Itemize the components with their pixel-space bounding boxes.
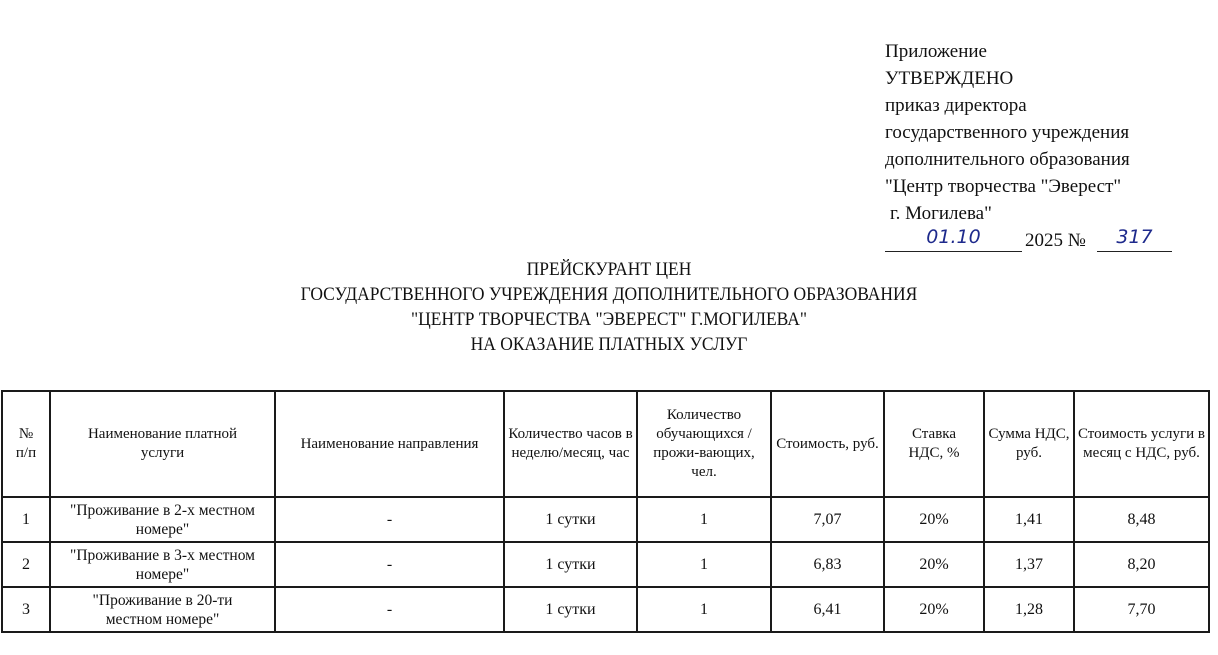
handwritten-date: 01.10 <box>885 227 1022 252</box>
cell-cost-with-vat: 8,20 <box>1074 542 1209 587</box>
order-year-label: 2025 № <box>1025 230 1086 251</box>
header-vat-rate: Ставка НДС, % <box>884 391 984 497</box>
approval-line-city: г. Могилева" <box>890 203 992 224</box>
cell-vat-amount: 1,28 <box>984 587 1074 632</box>
title-line-4: НА ОКАЗАНИЕ ПЛАТНЫХ УСЛУГ <box>470 334 748 355</box>
cell-direction: - <box>275 542 504 587</box>
header-hours: Количество часов в неделю/месяц, час <box>504 391 637 497</box>
approval-line-approved: УТВЕРЖДЕНО <box>885 68 1014 89</box>
table-row <box>2 587 1209 632</box>
cell-number: 3 <box>2 587 50 632</box>
document-title <box>49 257 1170 357</box>
cell-vat-amount: 1,41 <box>984 497 1074 542</box>
cell-number: 2 <box>2 542 50 587</box>
title-line-1: ПРЕЙСКУРАНТ ЦЕН <box>526 259 692 280</box>
approval-line-appendix: Приложение <box>885 41 987 62</box>
approval-line-order: приказ директора <box>885 95 1027 116</box>
cell-cost: 7,07 <box>771 497 884 542</box>
cell-hours: 1 сутки <box>504 542 637 587</box>
header-vat-amount: Сумма НДС, руб. <box>984 391 1074 497</box>
approval-line-institution: государственного учреждения <box>885 122 1130 143</box>
cell-participants: 1 <box>637 497 771 542</box>
cell-cost-with-vat: 8,48 <box>1074 497 1209 542</box>
table-row <box>2 542 1209 587</box>
cell-hours: 1 сутки <box>504 497 637 542</box>
cell-hours: 1 сутки <box>504 587 637 632</box>
header-cost: Стоимость, руб. <box>771 391 884 497</box>
header-direction-name: Наименование направления <box>275 391 504 497</box>
approval-block <box>885 38 1153 254</box>
cell-vat-rate: 20% <box>884 542 984 587</box>
price-list-table <box>1 390 1210 633</box>
cell-direction: - <box>275 587 504 632</box>
header-number: № п/п <box>2 391 50 497</box>
approval-line-center-name: "Центр творчества "Эверест" <box>885 176 1122 197</box>
table-row <box>2 497 1209 542</box>
title-line-3: "ЦЕНТР ТВОРЧЕСТВА "ЭВЕРЕСТ" Г.МОГИЛЕВА" <box>411 309 807 330</box>
cell-participants: 1 <box>637 587 771 632</box>
header-participants: Количество обучающихся /прожи-вающих, чел. <box>637 391 771 497</box>
cell-participants: 1 <box>637 542 771 587</box>
handwritten-order-number: 317 <box>1097 227 1172 252</box>
cell-vat-amount: 1,37 <box>984 542 1074 587</box>
cell-cost-with-vat: 7,70 <box>1074 587 1209 632</box>
order-date-number-line <box>885 226 1153 254</box>
cell-vat-rate: 20% <box>884 587 984 632</box>
cell-direction: - <box>275 497 504 542</box>
approval-line-education: дополнительного образования <box>885 149 1130 170</box>
table-header-row <box>2 391 1209 497</box>
cell-service-name: "Проживание в 20-ти местном номере" <box>50 587 275 632</box>
cell-cost: 6,41 <box>771 587 884 632</box>
cell-service-name: "Проживание в 3-х местном номере" <box>50 542 275 587</box>
cell-number: 1 <box>2 497 50 542</box>
cell-service-name: "Проживание в 2-х местном номере" <box>50 497 275 542</box>
cell-vat-rate: 20% <box>884 497 984 542</box>
title-line-2: ГОСУДАРСТВЕННОГО УЧРЕЖДЕНИЯ ДОПОЛНИТЕЛЬНОГО ОБРАЗОВАНИЯ <box>300 284 918 305</box>
cell-cost: 6,83 <box>771 542 884 587</box>
header-cost-with-vat: Стоимость услуги в месяц с НДС, руб. <box>1074 391 1209 497</box>
header-service-name: Наименование платной услуги <box>50 391 275 497</box>
